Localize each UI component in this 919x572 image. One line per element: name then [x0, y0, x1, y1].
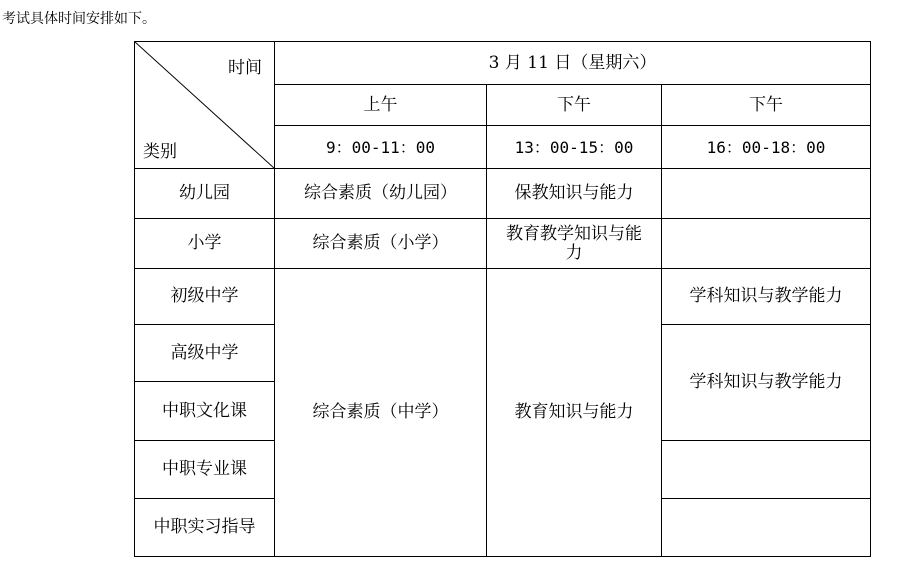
- category-corner-label: 类别: [143, 142, 177, 162]
- subject-cell-merged: 学科知识与教学能力: [662, 325, 871, 441]
- empty-cell: [662, 499, 871, 557]
- category-kindergarten: 幼儿园: [135, 169, 275, 219]
- table-row: [135, 219, 871, 269]
- category-vocational-practice: 中职实习指导: [135, 499, 275, 557]
- empty-cell: [662, 441, 871, 499]
- subject-cell-merged: 教育知识与能力: [487, 269, 662, 557]
- subject-cell-merged: 综合素质（中学）: [275, 269, 487, 557]
- subject-cell: 综合素质（小学）: [275, 219, 487, 269]
- session-label-late-afternoon: 下午: [662, 85, 871, 126]
- category-vocational-culture: 中职文化课: [135, 382, 275, 441]
- subject-cell-text: 教育教学知识与能力: [506, 223, 642, 263]
- exam-date: 3 月 11 日（星期六）: [275, 42, 871, 85]
- subject-cell: 保教知识与能力: [487, 169, 662, 219]
- intro-text: 考试具体时间安排如下。: [2, 11, 156, 27]
- category-senior-secondary: 高级中学: [135, 325, 275, 382]
- time-corner-label: 时间: [228, 58, 262, 78]
- exam-schedule-table-wrapper: [134, 41, 871, 557]
- header-row-date: [135, 42, 871, 85]
- subject-cell: 学科知识与教学能力: [662, 269, 871, 325]
- table-row: [135, 169, 871, 219]
- category-vocational-professional: 中职专业课: [135, 441, 275, 499]
- category-primary: 小学: [135, 219, 275, 269]
- session-label-morning: 上午: [275, 85, 487, 126]
- subject-cell: [487, 219, 662, 269]
- session-time-late-afternoon: 16：00-18：00: [662, 126, 871, 169]
- exam-schedule-table: [134, 41, 871, 557]
- table-row: [135, 269, 871, 325]
- category-junior-secondary: 初级中学: [135, 269, 275, 325]
- session-label-afternoon: 下午: [487, 85, 662, 126]
- empty-cell: [662, 169, 871, 219]
- subject-cell: 综合素质（幼儿园）: [275, 169, 487, 219]
- session-time-morning: 9：00-11：00: [275, 126, 487, 169]
- diagonal-header-cell: [135, 42, 275, 169]
- session-time-afternoon: 13：00-15：00: [487, 126, 662, 169]
- empty-cell: [662, 219, 871, 269]
